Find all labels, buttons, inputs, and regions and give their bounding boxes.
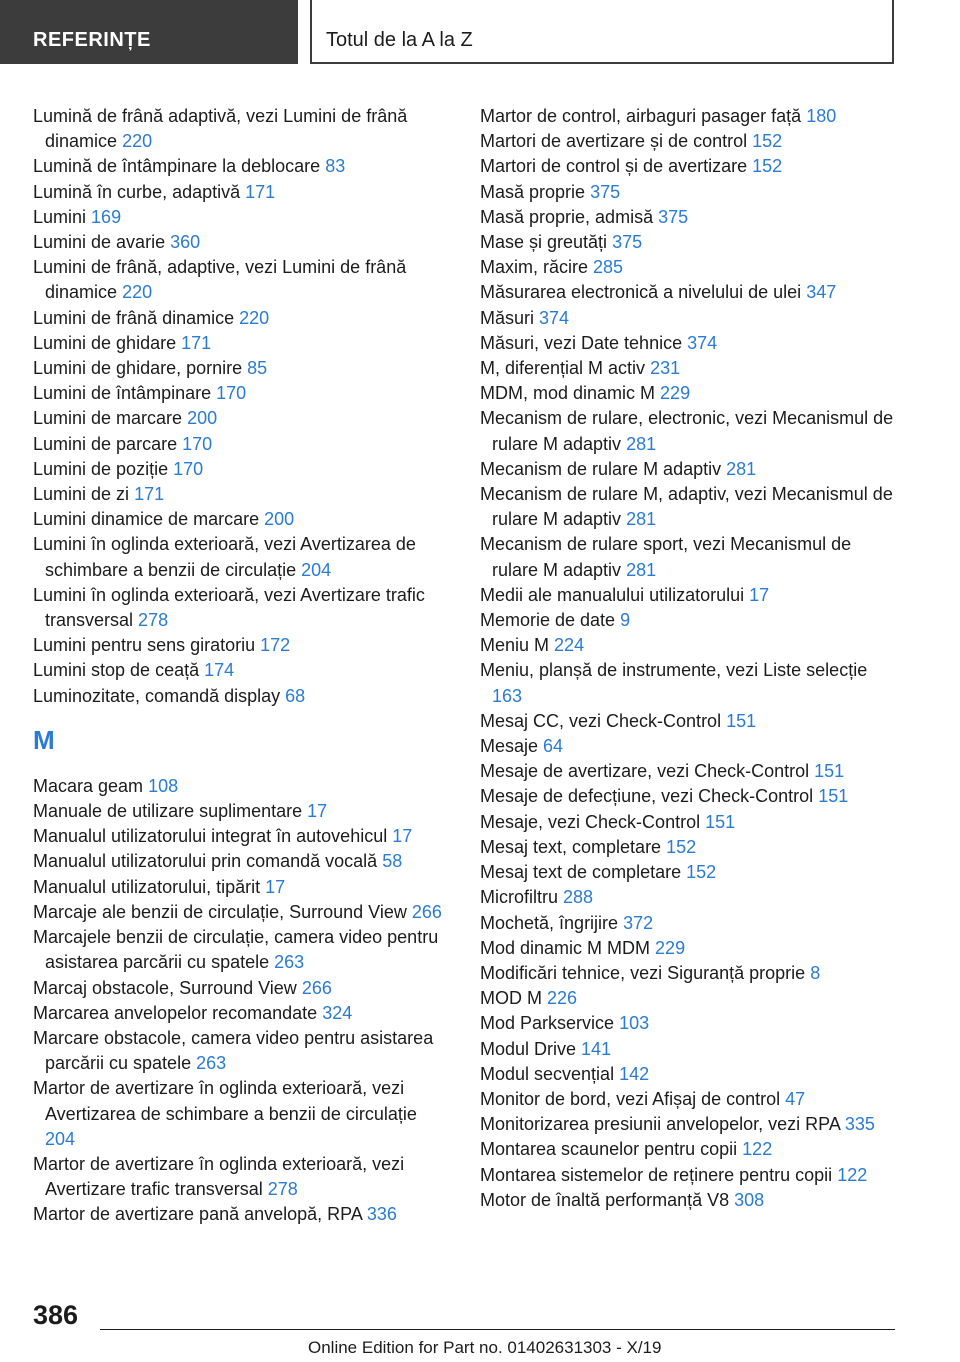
- index-entry: [480, 633, 900, 658]
- index-entry: [480, 810, 900, 835]
- entry-term: Manuale de utilizare suplimentare: [33, 801, 303, 822]
- index-entry: [480, 104, 900, 129]
- index-entry: [480, 381, 900, 406]
- entry-term: Luminozitate, comandă display: [33, 685, 281, 706]
- entry-term: Mesaje de defecțiune, vezi Check-Control: [480, 786, 814, 807]
- entry-term: Masă proprie: [480, 181, 586, 202]
- entry-term: Manualul utilizatorului integrat în autovehicul: [33, 826, 388, 847]
- index-entry: [33, 432, 451, 457]
- index-column-left: [33, 104, 451, 1228]
- entry-term: Marcarea anvelopelor recomandate: [33, 1002, 318, 1023]
- page-link[interactable]: 278: [267, 1179, 298, 1200]
- index-entry: [33, 507, 451, 532]
- page-link[interactable]: 281: [726, 458, 757, 479]
- entry-term: Mesaje de avertizare, vezi Check-Control: [480, 761, 810, 782]
- page-link[interactable]: 68: [285, 685, 306, 706]
- entry-term: Lumini stop de ceață: [33, 660, 200, 681]
- entry-term: Lumini de marcare: [33, 408, 183, 429]
- page-link[interactable]: 151: [705, 811, 736, 832]
- index-entry: [33, 482, 451, 507]
- index-entry: [33, 824, 451, 849]
- index-entry: [480, 1188, 900, 1213]
- page-link[interactable]: 58: [382, 851, 403, 872]
- page-link[interactable]: 9: [620, 610, 631, 631]
- page-link[interactable]: 360: [170, 232, 201, 253]
- index-entry: [480, 154, 900, 179]
- index-entry: [33, 633, 451, 658]
- entry-term: Lumină de frână adaptivă, vezi Lumini de frână dinamice: [33, 106, 408, 152]
- page-link[interactable]: 170: [216, 383, 247, 404]
- page-link[interactable]: 266: [301, 977, 332, 998]
- page-link[interactable]: 141: [581, 1038, 612, 1059]
- page-link[interactable]: 200: [264, 509, 295, 530]
- page-link[interactable]: 347: [806, 282, 837, 303]
- entry-term: MDM, mod dinamic M: [480, 383, 656, 404]
- page-link[interactable]: 324: [322, 1002, 353, 1023]
- section-letter: M: [33, 724, 55, 755]
- page-link[interactable]: 229: [660, 383, 691, 404]
- page-link[interactable]: 375: [658, 206, 689, 227]
- page-link[interactable]: 122: [742, 1139, 773, 1160]
- entry-term: Manualul utilizatorului prin comandă vocală: [33, 851, 378, 872]
- entry-term: Lumină în curbe, adaptivă: [33, 181, 241, 202]
- entry-term: Lumini în oglinda exterioară, vezi Avertizarea de schimbare a benzii de circulație: [33, 534, 416, 580]
- index-entry: [33, 406, 451, 431]
- index-entry: [480, 457, 900, 482]
- page-link[interactable]: 8: [810, 962, 821, 983]
- page-link[interactable]: 152: [666, 836, 697, 857]
- page-link[interactable]: 229: [655, 937, 686, 958]
- index-entry: [33, 255, 451, 305]
- entry-term: Meniu, planșă de instrumente, vezi Liste selecție: [480, 660, 868, 681]
- entry-term: Montarea sistemelor de reținere pentru copii: [480, 1164, 833, 1185]
- index-entry: [33, 849, 451, 874]
- index-entry: [33, 799, 451, 824]
- index-entry: [480, 860, 900, 885]
- page-link[interactable]: 372: [623, 912, 654, 933]
- entry-term: Mod Parkservice: [480, 1013, 615, 1034]
- entry-term: Mecanism de rulare sport, vezi Mecanismul de rulare M adaptiv: [480, 534, 852, 580]
- index-entry: [480, 1037, 900, 1062]
- entry-term: Mecanism de rulare M adaptiv: [480, 458, 722, 479]
- entry-term: Motor de înaltă performanță V8: [480, 1189, 730, 1210]
- index-entry: [480, 1087, 900, 1112]
- index-entry: [33, 104, 451, 154]
- page-link[interactable]: 231: [650, 358, 681, 379]
- entry-term: Macara geam: [33, 775, 144, 796]
- page-link[interactable]: 152: [752, 131, 783, 152]
- entry-term: Modul Drive: [480, 1038, 577, 1059]
- index-entry: [480, 835, 900, 860]
- entry-term: Lumini de frână, adaptive, vezi Lumini de frână dinamice: [33, 257, 407, 303]
- index-entry: [33, 976, 451, 1001]
- index-entry: [480, 608, 900, 633]
- page-link[interactable]: 375: [590, 181, 621, 202]
- index-entry: [480, 583, 900, 608]
- page-link[interactable]: 204: [301, 559, 332, 580]
- index-entry: [480, 129, 900, 154]
- index-entry: [33, 331, 451, 356]
- index-entry: [480, 255, 900, 280]
- index-entry: [33, 658, 451, 683]
- page-link[interactable]: 85: [247, 358, 268, 379]
- page-link[interactable]: 285: [593, 257, 624, 278]
- index-entry: [33, 230, 451, 255]
- page-link[interactable]: 171: [181, 332, 212, 353]
- page-link[interactable]: 204: [45, 1128, 76, 1149]
- index-list-m-continued: [480, 104, 900, 1213]
- index-entry: [480, 406, 900, 456]
- entry-term: Lumini de avarie: [33, 232, 166, 253]
- index-entry: [480, 734, 900, 759]
- index-entry: [33, 154, 451, 179]
- page-link[interactable]: 171: [245, 181, 276, 202]
- page-link[interactable]: 281: [626, 559, 657, 580]
- index-entry: [33, 532, 451, 582]
- page-header: [0, 0, 960, 66]
- page-link[interactable]: 281: [626, 509, 657, 530]
- page-link[interactable]: 278: [138, 610, 169, 631]
- page-number: 386: [33, 1300, 79, 1330]
- section-tab: REFERINȚE: [0, 0, 298, 64]
- entry-term: Marcaj obstacole, Surround View: [33, 977, 297, 998]
- index-entry: [33, 205, 451, 230]
- index-entry: [33, 1152, 451, 1202]
- index-entry: [33, 306, 451, 331]
- entry-term: Maxim, răcire: [480, 257, 589, 278]
- page-link[interactable]: 152: [686, 862, 717, 883]
- index-entry: [480, 961, 900, 986]
- index-entry: [480, 709, 900, 734]
- page-link[interactable]: 151: [726, 710, 757, 731]
- page-link[interactable]: 151: [814, 761, 845, 782]
- entry-term: Măsurarea electronică a nivelului de ulei: [480, 282, 802, 303]
- page-link[interactable]: 83: [325, 156, 346, 177]
- entry-term: Manualul utilizatorului, tipărit: [33, 876, 261, 897]
- entry-term: MOD M: [480, 988, 542, 1009]
- page-link[interactable]: 220: [122, 131, 153, 152]
- entry-term: Martori de avertizare și de control: [480, 131, 748, 152]
- entry-term: Măsuri, vezi Date tehnice: [480, 332, 683, 353]
- page-link[interactable]: 163: [492, 685, 523, 706]
- entry-term: Lumini dinamice de marcare: [33, 509, 260, 530]
- index-entry: [33, 1026, 451, 1076]
- page-link[interactable]: 308: [734, 1189, 765, 1210]
- entry-term: Lumini: [33, 206, 87, 227]
- page-link[interactable]: 281: [626, 433, 657, 454]
- index-entry: [33, 457, 451, 482]
- page-link[interactable]: 103: [619, 1013, 650, 1034]
- index-entry: [33, 925, 451, 975]
- entry-term: Lumini de poziție: [33, 458, 169, 479]
- entry-term: Marcare obstacole, camera video pentru asistarea parcării cu spatele: [33, 1027, 434, 1074]
- page-link[interactable]: 151: [818, 786, 849, 807]
- entry-term: Masă proprie, admisă: [480, 206, 654, 227]
- page-link[interactable]: 200: [187, 408, 218, 429]
- page-link[interactable]: 17: [265, 876, 286, 897]
- entry-term: Mesaje: [480, 736, 539, 757]
- footer-divider: [100, 1329, 895, 1330]
- page-link[interactable]: 220: [239, 307, 270, 328]
- index-entry: [480, 1137, 900, 1162]
- entry-term: Mecanism de rulare M, adaptiv, vezi Mecanismul de rulare M adaptiv: [480, 484, 893, 530]
- entry-term: Martor de avertizare pană anvelopă, RPA: [33, 1204, 362, 1225]
- entry-term: Lumini de ghidare, pornire: [33, 358, 243, 379]
- page-link[interactable]: 47: [785, 1088, 806, 1109]
- index-entry: [480, 1163, 900, 1188]
- page-link[interactable]: 170: [182, 433, 213, 454]
- page-link[interactable]: 374: [539, 307, 570, 328]
- page-link[interactable]: 171: [134, 484, 165, 505]
- entry-term: Mecanism de rulare, electronic, vezi Mecanismul de rulare M adaptiv: [480, 408, 894, 454]
- entry-term: Mesaj text de completare: [480, 862, 682, 883]
- page-link[interactable]: 226: [547, 988, 578, 1009]
- index-entry: [33, 583, 451, 633]
- entry-term: Mochetă, îngrijire: [480, 912, 619, 933]
- index-entry: [480, 885, 900, 910]
- entry-term: Martor de avertizare în oglinda exterioară, vezi Avertizarea de schimbare a benzii de circulație: [33, 1078, 417, 1124]
- entry-term: Mod dinamic M MDM: [480, 937, 651, 958]
- header-title: Totul de la A la Z: [310, 0, 894, 64]
- page-link[interactable]: 122: [837, 1164, 868, 1185]
- index-entry: [480, 1011, 900, 1036]
- index-entry: [480, 482, 900, 532]
- entry-term: Marcaje ale benzii de circulație, Surround View: [33, 901, 407, 922]
- index-entry: [480, 180, 900, 205]
- index-entry: [480, 759, 900, 784]
- page-link[interactable]: 335: [844, 1114, 875, 1135]
- entry-term: Lumini de întâmpinare: [33, 383, 212, 404]
- index-entry: [33, 1202, 451, 1227]
- entry-term: Monitor de bord, vezi Afișaj de control: [480, 1088, 781, 1109]
- page-link[interactable]: 17: [392, 826, 413, 847]
- page-link[interactable]: 266: [411, 901, 442, 922]
- page-link[interactable]: 375: [612, 232, 643, 253]
- page-link[interactable]: 180: [806, 106, 837, 126]
- entry-term: Mase și greutăți: [480, 232, 608, 253]
- index-entry: [480, 658, 900, 708]
- index-entry: [33, 875, 451, 900]
- page-link[interactable]: 263: [196, 1053, 227, 1074]
- index-entry: [480, 1062, 900, 1087]
- entry-term: Modificări tehnice, vezi Siguranță proprie: [480, 962, 806, 983]
- entry-term: Lumini de frână dinamice: [33, 307, 235, 328]
- index-entry: [480, 280, 900, 305]
- index-entry: [480, 936, 900, 961]
- entry-term: Lumini de zi: [33, 484, 130, 505]
- entry-term: Medii ale manualului utilizatorului: [480, 584, 745, 605]
- index-entry: [480, 911, 900, 936]
- entry-term: Microfiltru: [480, 887, 559, 908]
- index-entry: [480, 532, 900, 582]
- entry-term: Lumini în oglinda exterioară, vezi Avertizare trafic transversal: [33, 584, 425, 631]
- page-link[interactable]: 174: [204, 660, 235, 681]
- index-entry: [480, 230, 900, 255]
- index-entry: [480, 356, 900, 381]
- index-list-m: [33, 774, 451, 1228]
- page-link[interactable]: 142: [619, 1063, 650, 1084]
- index-entry: [480, 986, 900, 1011]
- page-link[interactable]: 288: [563, 887, 594, 908]
- page-link[interactable]: 220: [122, 282, 153, 303]
- index-entry: [33, 684, 451, 709]
- entry-term: Martori de control și de avertizare: [480, 156, 748, 177]
- entry-term: M, diferențial M activ: [480, 358, 646, 379]
- page-link[interactable]: 224: [554, 635, 585, 656]
- page-link[interactable]: 336: [366, 1204, 397, 1225]
- entry-term: Meniu M: [480, 635, 550, 656]
- page-link[interactable]: 263: [274, 952, 305, 973]
- index-entry: [480, 784, 900, 809]
- entry-term: Monitorizarea presiunii anvelopelor, vezi RPA: [480, 1114, 840, 1135]
- entry-term: Mesaje, vezi Check-Control: [480, 811, 701, 832]
- entry-term: Lumini pentru sens giratoriu: [33, 635, 256, 656]
- page-link[interactable]: 170: [173, 458, 204, 479]
- index-entry: [33, 900, 451, 925]
- entry-term: Lumină de întâmpinare la deblocare: [33, 156, 321, 177]
- page-link[interactable]: 152: [752, 156, 783, 177]
- entry-term: Măsuri: [480, 307, 535, 328]
- index-entry: [480, 331, 900, 356]
- entry-term: Mesaj CC, vezi Check-Control: [480, 710, 722, 731]
- index-entry: [480, 205, 900, 230]
- page-link[interactable]: 169: [91, 206, 122, 227]
- index-entry: [480, 306, 900, 331]
- index-entry: [33, 1001, 451, 1026]
- entry-term: Marcajele benzii de circulație, camera video pentru asistarea parcării cu spatele: [33, 927, 439, 973]
- page-link[interactable]: 108: [148, 775, 179, 796]
- index-entry: [33, 774, 451, 799]
- index-entry: [33, 1076, 451, 1152]
- page-link[interactable]: 17: [307, 801, 328, 822]
- entry-term: Modul secvențial: [480, 1063, 615, 1084]
- page-link[interactable]: 374: [687, 332, 718, 353]
- page-link[interactable]: 17: [749, 584, 770, 605]
- entry-term: Memorie de date: [480, 610, 616, 631]
- index-entry: [33, 356, 451, 381]
- index-list-l: [33, 104, 451, 709]
- entry-term: Martor de avertizare în oglinda exterioară, vezi Avertizare trafic transversal: [33, 1153, 405, 1200]
- index-column-right: [480, 104, 900, 1213]
- entry-term: Martor de control, airbaguri pasager față: [480, 106, 802, 126]
- index-entry: [33, 381, 451, 406]
- page-link[interactable]: 172: [260, 635, 291, 656]
- page-link[interactable]: 64: [543, 736, 564, 757]
- footer-edition: Online Edition for Part no. 01402631303 - X/19: [308, 1338, 662, 1357]
- entry-term: Mesaj text, completare: [480, 836, 662, 857]
- entry-term: Montarea scaunelor pentru copii: [480, 1139, 738, 1160]
- entry-term: Lumini de parcare: [33, 433, 178, 454]
- entry-term: Lumini de ghidare: [33, 332, 177, 353]
- index-entry: [480, 1112, 900, 1137]
- index-entry: [33, 180, 451, 205]
